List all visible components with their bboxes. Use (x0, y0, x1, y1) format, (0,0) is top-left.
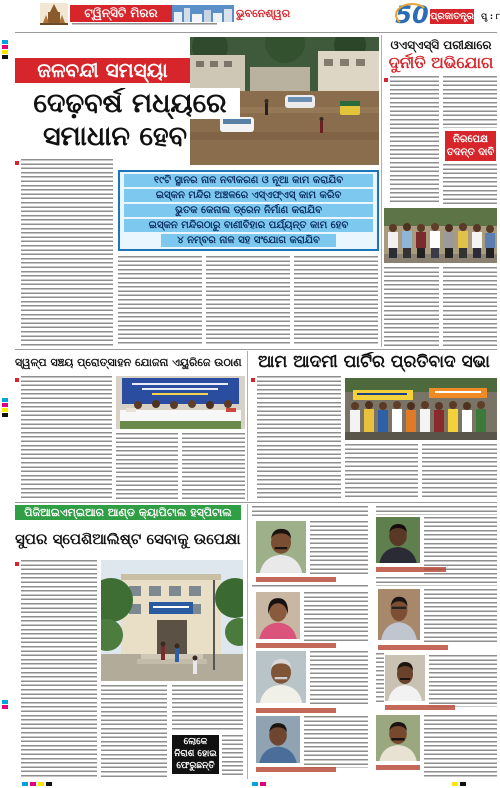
aap-body-column-1 (257, 376, 341, 500)
hospital-body-column-1 (21, 560, 97, 778)
ossc-body-column-5 (443, 267, 497, 346)
registration-mark-cyan (22, 782, 28, 786)
lead-body-column-2 (118, 256, 202, 346)
savings-body-column-3 (182, 433, 245, 500)
hospital-kicker-banner: ପିଜିଆଇଏମ୍‌ଇଆର ଆଣ୍ଡ କ୍ୟାପିଟାଲ ହସ୍ପିଟାଲ (15, 505, 241, 520)
testimonial-name-caption (376, 567, 446, 572)
testimonial-name-caption (376, 765, 420, 770)
registration-mark-yellow (452, 782, 458, 786)
testimonial-text (252, 506, 368, 518)
testimonial-name-caption (378, 645, 448, 650)
testimonial-text (424, 715, 497, 778)
registration-mark-black (460, 782, 466, 786)
ossc-headline-line1: ଓଏସ୍‌ଏସ୍‌ସି ପରୀକ୍ଷାରେ (390, 38, 492, 52)
hospital-headline: ସୁପର ସ୍ପେଶିଆଲିଷ୍ଟ ସେବାକୁ ଉପେକ୍ଷା (15, 530, 241, 548)
ossc-callout-line1: ନିରପେକ୍ଷ (452, 134, 489, 145)
registration-mark-magenta (260, 782, 266, 786)
registration-mark-black (46, 782, 52, 786)
ossc-body-column-4 (384, 267, 439, 346)
testimonial-name-caption (256, 708, 336, 713)
temple-emblem-icon (40, 3, 68, 25)
highlight-item: ଇସ୍କନ ମନ୍ଦିରଠାରୁ ବାଣୀବିହାର ପର୍ଯ୍ୟନ୍ତ କାମ ହେବ (124, 219, 373, 232)
city-skyline-image (172, 5, 234, 22)
section-divider (15, 349, 497, 350)
ossc-protest-group-photo (384, 208, 497, 263)
paper-name: ପ୍ରଜାତନ୍ତ୍ର (430, 11, 474, 22)
registration-strip-bottom (12, 781, 498, 787)
byline-marker (15, 562, 19, 566)
registration-strip (0, 0, 10, 788)
testimonial-portrait (378, 589, 420, 640)
testimonial-portrait (256, 716, 300, 763)
registration-mark-magenta (2, 45, 8, 49)
section-divider (15, 502, 497, 503)
byline-marker (251, 378, 255, 382)
aap-body-column-3 (422, 444, 497, 500)
lead-body-column-1 (21, 159, 113, 346)
registration-mark-magenta (2, 403, 8, 407)
registration-mark-magenta (30, 782, 36, 786)
hospital-body-column-3 (172, 685, 243, 732)
registration-mark-cyan (2, 398, 8, 402)
testimonial-text (376, 577, 497, 586)
byline-marker (384, 78, 388, 82)
masthead (12, 0, 500, 31)
registration-mark-yellow (2, 50, 8, 54)
testimonial-text (424, 589, 497, 645)
savings-body-column-1 (21, 376, 112, 500)
masthead-divider (15, 32, 497, 33)
registration-mark-yellow (2, 408, 8, 412)
testimonial-text (376, 653, 384, 703)
hospital-callout-box (172, 735, 219, 774)
hospital-building-photo (101, 560, 243, 681)
aap-headline: ଆମ ଆଦମୀ ପାର୍ଟିର ପ୍ରତିବାଦ ସଭା (258, 352, 490, 372)
testimonial-portrait (256, 521, 306, 573)
testimonial-portrait (376, 517, 420, 563)
aap-body-column-2 (345, 444, 418, 500)
masthead-city: ଭୁବନେଶ୍ୱର (236, 7, 291, 20)
column-divider (247, 504, 248, 779)
highlight-item: ୪ ନମ୍ବର ନାଳ ସହ ସଂଯୋଗ କରାଯିବ (161, 234, 335, 247)
testimonial-text (310, 521, 368, 575)
masthead-dateline (72, 23, 217, 27)
testimonial-text (429, 655, 497, 707)
hospital-callout-line2: ନିରାଶ ହୋଇ (174, 749, 217, 759)
aap-protest-photo (345, 378, 497, 440)
testimonial-text (304, 716, 368, 768)
anniversary-mark: 50 (395, 2, 429, 28)
testimonial-portrait (376, 715, 420, 761)
savings-headline: ସ୍ୱଳ୍ପ ସଞ୍ଚୟ ପ୍ରୋତ୍ସାହନ ଯୋଜନା ଏୟୁରିଜେ ଉଠାଣ (15, 356, 242, 369)
lead-headline-line2: ସମାଧାନ ହେବ (40, 121, 190, 153)
testimonial-name-caption (256, 767, 336, 772)
testimonial-text (376, 506, 497, 515)
lead-kicker-banner: ଜଳବନ୍ଦୀ ସମସ୍ୟା (15, 58, 190, 83)
testimonial-portrait (256, 592, 300, 639)
ossc-callout-line2: ତଦନ୍ତ ଦାବି (446, 147, 495, 158)
hospital-callout-line1: ଲୋକେ (183, 737, 208, 747)
ossc-body-column-3 (443, 164, 497, 205)
hospital-body-column-4 (222, 735, 243, 778)
highlight-item: ଇସ୍କନ ମନ୍ଦିର ଅଞ୍ଚଳରେ ଏସ୍‌ଏଫ୍‌ଏସ୍‌ କାମ କରିବ (124, 189, 373, 202)
testimonial-text (304, 592, 368, 642)
page-number: ପୃ : ୮ (481, 12, 500, 21)
testimonials-block (250, 505, 497, 779)
testimonial-portrait (256, 651, 306, 703)
column-divider (381, 35, 382, 347)
anniversary-arc-icon (395, 3, 429, 27)
highlight-item: ୧୯ଟି ସ୍ଥାନର ନାଳ ନବୀକରଣ ଓ ନୂଆ କାମ କରାଯିବ (124, 174, 373, 187)
testimonial-name-caption (385, 705, 455, 710)
testimonial-name-caption (256, 643, 336, 648)
registration-mark-yellow (38, 782, 44, 786)
registration-mark-cyan (252, 782, 258, 786)
testimonial-text (252, 585, 368, 589)
byline-marker (15, 378, 19, 382)
registration-mark-cyan (2, 40, 8, 44)
testimonial-name-caption (256, 577, 336, 582)
testimonial-text (310, 651, 368, 706)
highlight-item: ଭୁତକ କେନାଲ ଡ୍ରେନ ନିର୍ମାଣ କରାଯିବ (124, 204, 373, 217)
registration-mark-magenta (2, 705, 8, 709)
savings-meeting-photo (116, 376, 245, 429)
ossc-body-column-1 (390, 76, 439, 205)
hospital-callout-line3: ଫେରୁଛନ୍ତି (176, 761, 215, 771)
lead-highlights-box (118, 170, 379, 251)
hospital-body-column-2 (101, 685, 167, 778)
byline-marker (15, 161, 19, 165)
ossc-headline-line2: ଦୁର୍ନୀତି ଅଭିଯୋଗ (388, 53, 494, 72)
section-title: ଟ୍ୱିନ୍‌ସିଟି ମିରର (70, 5, 172, 22)
testimonial-portrait (385, 655, 425, 701)
column-divider (247, 351, 248, 501)
ossc-body-column-2 (443, 76, 497, 128)
lead-body-column-4 (294, 256, 378, 346)
lead-body-column-3 (206, 256, 290, 346)
registration-mark-cyan (2, 700, 8, 704)
lead-headline-line1: ଦେଢ଼ବର୍ଷ ମଧ୍ୟରେ (20, 88, 240, 119)
registration-mark-black (2, 55, 8, 59)
ossc-callout-box (445, 131, 496, 161)
savings-body-column-2 (116, 433, 178, 500)
registration-mark-black (2, 413, 8, 417)
